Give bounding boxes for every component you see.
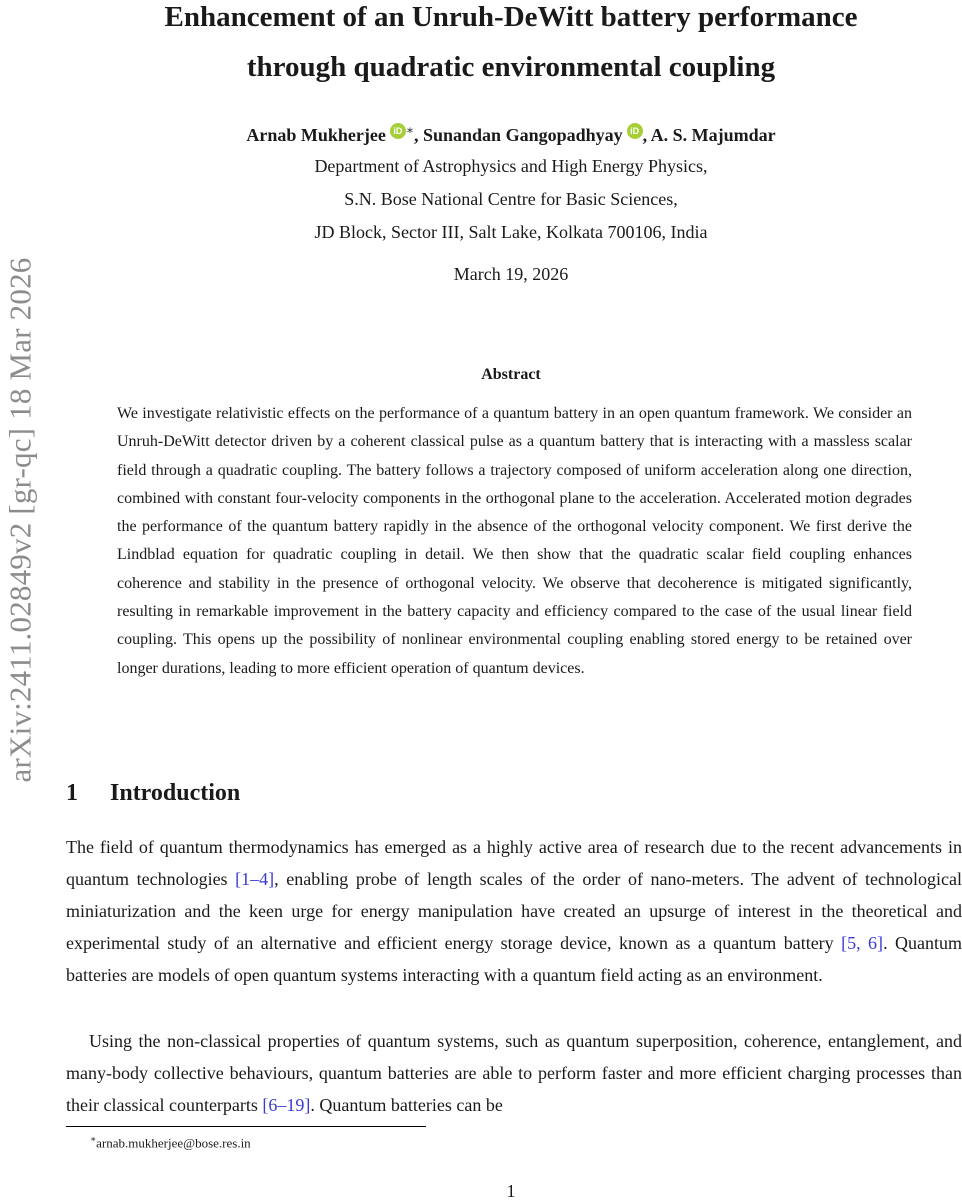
abstract-text: We investigate relativistic effects on the performance of a quantum battery in an open quantum framework. We consider an Unruh-DeWitt detector driven by a coherent classical pulse as a quantum battery that is interacting with a massless scalar field through a quadratic coupling. The battery follows a trajectory composed of uniform acceleration along one direction, combined with constant four-velocity components in the orthogonal plane to the acceleration. Accelerated motion degrades the performance of the quantum battery rapidly in the absence of the orthogonal velocity component. We first derive the Lindblad equation for quadratic coupling in detail. We then show that the quadratic scalar field coupling enhances coherence and stability in the presence of orthogonal velocity. We observe that decoherence is mitigated significantly, resulting in remarkable improvement in the battery capacity and efficiency compared to the case of the usual linear field coupling. This opens up the possibility of nonlinear environmental coupling enabling stored energy to be retained over longer durations, leading to more efficient operation of quantum devices. xyxy=(117,405,912,677)
citation-link[interactable]: [1–4] xyxy=(235,869,275,889)
orcid-icon[interactable]: iD xyxy=(390,123,406,139)
paragraph-text: Using the non-classical properties of quantum systems, such as quantum superposition, coherence, entanglement, and many-body collective behaviours, quantum batteries are able to perform faster and more efficient charging processes than their classical counterparts xyxy=(66,1031,962,1115)
intro-paragraph-1 xyxy=(66,831,962,991)
orcid-icon[interactable]: iD xyxy=(627,123,643,139)
publication-date: March 19, 2026 xyxy=(453,264,569,284)
affiliation xyxy=(60,150,962,249)
footnote xyxy=(90,1130,251,1152)
arxiv-sidebar xyxy=(2,200,38,840)
section-number: 1 xyxy=(66,780,78,806)
paragraph-text: . Quantum batteries are models of open quantum systems interacting with a quantum field acting as an environment. xyxy=(66,933,962,985)
arxiv-identifier: arXiv:2411.02849v2 [gr-qc] 18 Mar 2026 xyxy=(2,257,38,783)
section-title: Introduction xyxy=(110,780,241,806)
page-number: 1 xyxy=(506,1181,516,1201)
author-2: Sunandan Gangopadhyay xyxy=(423,125,623,145)
author-separator: , xyxy=(642,125,651,145)
author-3: A. S. Majumdar xyxy=(650,125,776,145)
paragraph-text: . Quantum batteries can be xyxy=(310,1095,503,1115)
paper-title xyxy=(60,0,962,92)
footnote-divider xyxy=(66,1126,426,1127)
affiliation-line-3: JD Block, Sector III, Salt Lake, Kolkata 700106, India xyxy=(314,222,708,242)
intro-paragraph-2 xyxy=(66,1025,962,1121)
affiliation-line-2: S.N. Bose National Centre for Basic Sciences, xyxy=(344,189,678,209)
title-line-1: Enhancement of an Unruh-DeWitt battery performance xyxy=(164,1,858,33)
section-heading xyxy=(66,777,240,809)
paragraph-text: , enabling probe of length scales of the order of nano-meters. The advent of technological miniaturization and the keen urge for energy manipulation have created an upsurge of interest in the theoretical and experimental study of an alternative and efficient energy storage device, known as a quantum battery xyxy=(66,869,962,953)
footnote-email[interactable]: arnab.mukherjee@bose.res.in xyxy=(96,1135,251,1151)
footnote-mark: ∗ xyxy=(90,1134,97,1144)
citation-link[interactable]: [6–19] xyxy=(262,1095,311,1115)
author-list xyxy=(60,118,962,147)
affiliation-line-1: Department of Astrophysics and High Energy Physics, xyxy=(314,156,708,176)
author-separator: , xyxy=(414,125,423,145)
abstract-heading: Abstract xyxy=(481,366,541,383)
citation-link[interactable]: [5, 6] xyxy=(841,933,884,953)
paragraph-text: The field of quantum thermodynamics has emerged as a highly active area of research due to the recent advancements in quantum technologies xyxy=(66,837,962,889)
author-1: Arnab Mukherjee xyxy=(246,125,386,145)
corresponding-mark[interactable]: ∗ xyxy=(405,123,414,137)
title-line-2: through quadratic environmental coupling xyxy=(246,51,776,83)
